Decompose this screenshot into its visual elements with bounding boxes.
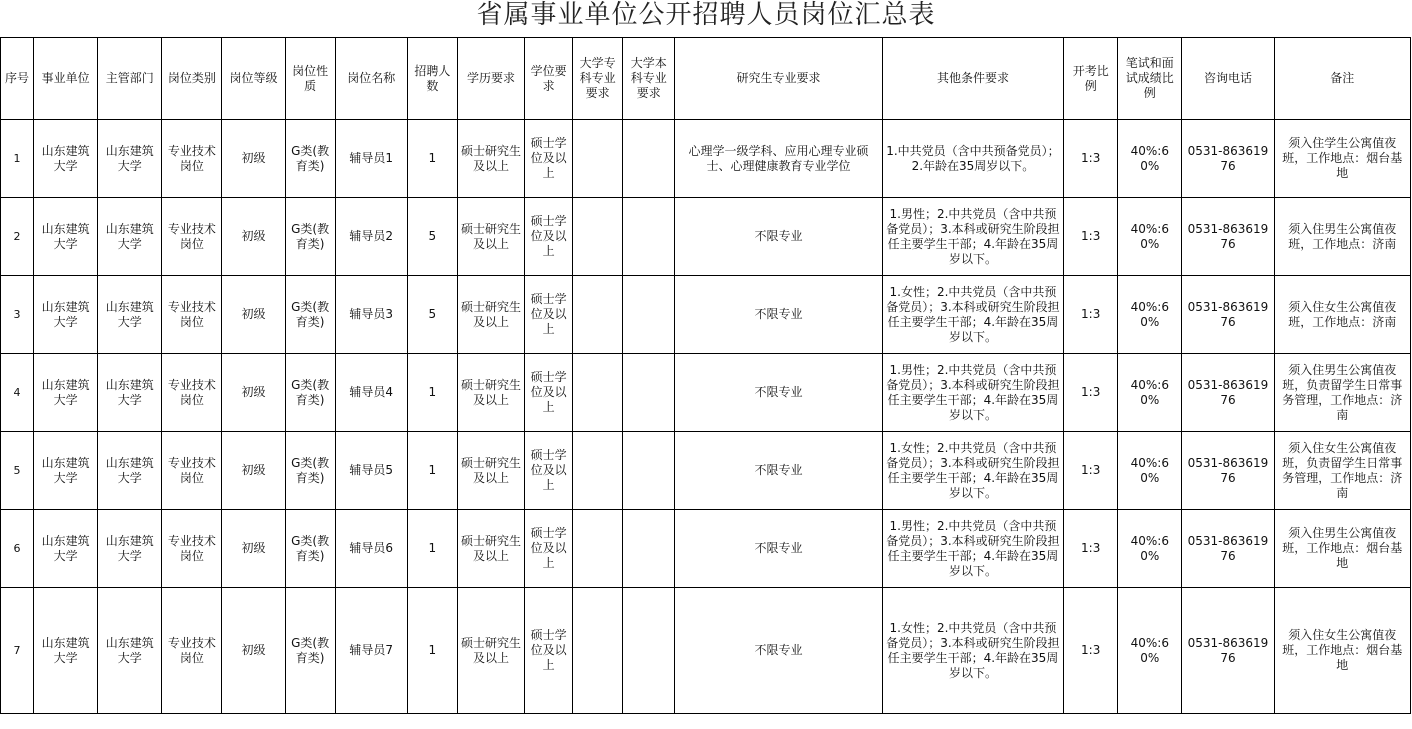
header-cell: 研究生专业要求 <box>675 38 882 120</box>
cell-level: 初级 <box>222 198 285 276</box>
header-cell: 咨询电话 <box>1182 38 1274 120</box>
cell-ratio: 1:3 <box>1064 198 1118 276</box>
cell-level: 初级 <box>222 276 285 354</box>
header-cell: 大学本科专业要求 <box>623 38 675 120</box>
cell-edu: 硕士研究生及以上 <box>457 432 524 510</box>
header-cell: 其他条件要求 <box>882 38 1063 120</box>
cell-count: 1 <box>407 354 457 432</box>
cell-edu: 硕士研究生及以上 <box>457 510 524 588</box>
cell-no: 4 <box>1 354 34 432</box>
positions-table <box>0 37 1411 714</box>
cell-score: 40%:60% <box>1118 198 1182 276</box>
cell-grad-major: 不限专业 <box>675 198 882 276</box>
cell-unit: 山东建筑大学 <box>34 510 98 588</box>
cell-bachelor-major <box>623 198 675 276</box>
page-title: 省属事业单位公开招聘人员岗位汇总表 <box>476 0 936 30</box>
cell-dept: 山东建筑大学 <box>98 432 162 510</box>
cell-level: 初级 <box>222 510 285 588</box>
cell-dept: 山东建筑大学 <box>98 276 162 354</box>
cell-nature: G类(教育类) <box>285 432 335 510</box>
cell-phone: 0531-86361976 <box>1182 198 1274 276</box>
cell-name: 辅导员2 <box>335 198 407 276</box>
cell-count: 5 <box>407 276 457 354</box>
cell-no: 5 <box>1 432 34 510</box>
cell-edu: 硕士研究生及以上 <box>457 198 524 276</box>
cell-ratio: 1:3 <box>1064 276 1118 354</box>
header-cell: 大学专科专业要求 <box>573 38 623 120</box>
cell-other: 1.男性；2.中共党员（含中共预备党员）；3.本科或研究生阶段担任主要学生干部；4.年龄在35周岁以下。 <box>882 510 1063 588</box>
cell-no: 3 <box>1 276 34 354</box>
cell-bachelor-major <box>623 354 675 432</box>
cell-category: 专业技术岗位 <box>162 432 222 510</box>
cell-no: 7 <box>1 588 34 714</box>
cell-other: 1.中共党员（含中共预备党员）；2.年龄在35周岁以下。 <box>882 120 1063 198</box>
cell-unit: 山东建筑大学 <box>34 198 98 276</box>
cell-phone: 0531-86361976 <box>1182 120 1274 198</box>
cell-grad-major: 不限专业 <box>675 276 882 354</box>
cell-name: 辅导员5 <box>335 432 407 510</box>
cell-level: 初级 <box>222 354 285 432</box>
header-cell: 笔试和面试成绩比例 <box>1118 38 1182 120</box>
cell-ratio: 1:3 <box>1064 120 1118 198</box>
cell-bachelor-major <box>623 510 675 588</box>
table-row <box>1 354 1411 432</box>
cell-college-major <box>573 588 623 714</box>
cell-dept: 山东建筑大学 <box>98 354 162 432</box>
cell-category: 专业技术岗位 <box>162 588 222 714</box>
cell-degree: 硕士学位及以上 <box>525 276 573 354</box>
cell-count: 1 <box>407 588 457 714</box>
table-row <box>1 276 1411 354</box>
cell-degree: 硕士学位及以上 <box>525 432 573 510</box>
cell-name: 辅导员7 <box>335 588 407 714</box>
cell-grad-major: 不限专业 <box>675 510 882 588</box>
header-cell: 学历要求 <box>457 38 524 120</box>
cell-no: 2 <box>1 198 34 276</box>
cell-college-major <box>573 510 623 588</box>
cell-score: 40%:60% <box>1118 276 1182 354</box>
cell-bachelor-major <box>623 432 675 510</box>
cell-nature: G类(教育类) <box>285 588 335 714</box>
cell-other: 1.男性；2.中共党员（含中共预备党员）；3.本科或研究生阶段担任主要学生干部；4.年龄在35周岁以下。 <box>882 198 1063 276</box>
cell-phone: 0531-86361976 <box>1182 276 1274 354</box>
header-cell: 学位要求 <box>525 38 573 120</box>
cell-category: 专业技术岗位 <box>162 510 222 588</box>
cell-phone: 0531-86361976 <box>1182 432 1274 510</box>
table-row <box>1 120 1411 198</box>
table-row <box>1 510 1411 588</box>
cell-score: 40%:60% <box>1118 510 1182 588</box>
cell-college-major <box>573 120 623 198</box>
cell-category: 专业技术岗位 <box>162 198 222 276</box>
cell-edu: 硕士研究生及以上 <box>457 120 524 198</box>
cell-phone: 0531-86361976 <box>1182 354 1274 432</box>
cell-degree: 硕士学位及以上 <box>525 588 573 714</box>
cell-name: 辅导员1 <box>335 120 407 198</box>
cell-name: 辅导员4 <box>335 354 407 432</box>
cell-edu: 硕士研究生及以上 <box>457 276 524 354</box>
cell-nature: G类(教育类) <box>285 276 335 354</box>
cell-note: 须入住女生公寓值夜班，工作地点：烟台基地 <box>1274 588 1410 714</box>
cell-nature: G类(教育类) <box>285 198 335 276</box>
cell-note: 须入住女生公寓值夜班，负责留学生日常事务管理，工作地点：济南 <box>1274 432 1410 510</box>
header-cell: 序号 <box>1 38 34 120</box>
cell-edu: 硕士研究生及以上 <box>457 588 524 714</box>
cell-category: 专业技术岗位 <box>162 354 222 432</box>
cell-ratio: 1:3 <box>1064 354 1118 432</box>
cell-edu: 硕士研究生及以上 <box>457 354 524 432</box>
header-cell: 招聘人数 <box>407 38 457 120</box>
cell-other: 1.女性；2.中共党员（含中共预备党员）；3.本科或研究生阶段担任主要学生干部；4.年龄在35周岁以下。 <box>882 432 1063 510</box>
cell-dept: 山东建筑大学 <box>98 510 162 588</box>
cell-count: 5 <box>407 198 457 276</box>
table-row <box>1 588 1411 714</box>
cell-dept: 山东建筑大学 <box>98 198 162 276</box>
header-cell: 岗位名称 <box>335 38 407 120</box>
cell-bachelor-major <box>623 120 675 198</box>
table-row <box>1 198 1411 276</box>
cell-ratio: 1:3 <box>1064 510 1118 588</box>
cell-college-major <box>573 198 623 276</box>
header-cell: 备注 <box>1274 38 1410 120</box>
cell-nature: G类(教育类) <box>285 510 335 588</box>
table-row <box>1 432 1411 510</box>
cell-level: 初级 <box>222 432 285 510</box>
cell-count: 1 <box>407 432 457 510</box>
cell-no: 1 <box>1 120 34 198</box>
cell-category: 专业技术岗位 <box>162 120 222 198</box>
cell-college-major <box>573 354 623 432</box>
cell-name: 辅导员3 <box>335 276 407 354</box>
header-cell: 岗位类别 <box>162 38 222 120</box>
cell-college-major <box>573 432 623 510</box>
header-cell: 岗位等级 <box>222 38 285 120</box>
cell-ratio: 1:3 <box>1064 432 1118 510</box>
header-row <box>1 38 1411 120</box>
header-cell: 主管部门 <box>98 38 162 120</box>
cell-dept: 山东建筑大学 <box>98 120 162 198</box>
cell-unit: 山东建筑大学 <box>34 276 98 354</box>
cell-degree: 硕士学位及以上 <box>525 198 573 276</box>
cell-level: 初级 <box>222 588 285 714</box>
cell-phone: 0531-86361976 <box>1182 510 1274 588</box>
cell-note: 须入住学生公寓值夜班，工作地点：烟台基地 <box>1274 120 1410 198</box>
cell-category: 专业技术岗位 <box>162 276 222 354</box>
cell-grad-major: 不限专业 <box>675 588 882 714</box>
cell-degree: 硕士学位及以上 <box>525 510 573 588</box>
cell-degree: 硕士学位及以上 <box>525 120 573 198</box>
cell-score: 40%:60% <box>1118 432 1182 510</box>
cell-note: 须入住男生公寓值夜班，负责留学生日常事务管理，工作地点：济南 <box>1274 354 1410 432</box>
cell-bachelor-major <box>623 588 675 714</box>
cell-count: 1 <box>407 510 457 588</box>
cell-degree: 硕士学位及以上 <box>525 354 573 432</box>
cell-name: 辅导员6 <box>335 510 407 588</box>
cell-note: 须入住男生公寓值夜班，工作地点：济南 <box>1274 198 1410 276</box>
cell-other: 1.女性；2.中共党员（含中共预备党员）；3.本科或研究生阶段担任主要学生干部；4.年龄在35周岁以下。 <box>882 276 1063 354</box>
header-cell: 开考比例 <box>1064 38 1118 120</box>
cell-score: 40%:60% <box>1118 354 1182 432</box>
cell-score: 40%:60% <box>1118 588 1182 714</box>
cell-other: 1.女性；2.中共党员（含中共预备党员）；3.本科或研究生阶段担任主要学生干部；4.年龄在35周岁以下。 <box>882 588 1063 714</box>
cell-nature: G类(教育类) <box>285 354 335 432</box>
cell-unit: 山东建筑大学 <box>34 354 98 432</box>
cell-unit: 山东建筑大学 <box>34 588 98 714</box>
cell-college-major <box>573 276 623 354</box>
cell-note: 须入住女生公寓值夜班，工作地点：济南 <box>1274 276 1410 354</box>
cell-unit: 山东建筑大学 <box>34 120 98 198</box>
cell-grad-major: 不限专业 <box>675 432 882 510</box>
cell-count: 1 <box>407 120 457 198</box>
cell-ratio: 1:3 <box>1064 588 1118 714</box>
header-cell: 事业单位 <box>34 38 98 120</box>
cell-grad-major: 不限专业 <box>675 354 882 432</box>
cell-other: 1.男性；2.中共党员（含中共预备党员）；3.本科或研究生阶段担任主要学生干部；4.年龄在35周岁以下。 <box>882 354 1063 432</box>
cell-note: 须入住男生公寓值夜班，工作地点：烟台基地 <box>1274 510 1410 588</box>
cell-bachelor-major <box>623 276 675 354</box>
cell-grad-major: 心理学一级学科、应用心理专业硕士、心理健康教育专业学位 <box>675 120 882 198</box>
cell-nature: G类(教育类) <box>285 120 335 198</box>
cell-score: 40%:60% <box>1118 120 1182 198</box>
cell-no: 6 <box>1 510 34 588</box>
cell-level: 初级 <box>222 120 285 198</box>
cell-dept: 山东建筑大学 <box>98 588 162 714</box>
cell-unit: 山东建筑大学 <box>34 432 98 510</box>
cell-phone: 0531-86361976 <box>1182 588 1274 714</box>
header-cell: 岗位性质 <box>285 38 335 120</box>
